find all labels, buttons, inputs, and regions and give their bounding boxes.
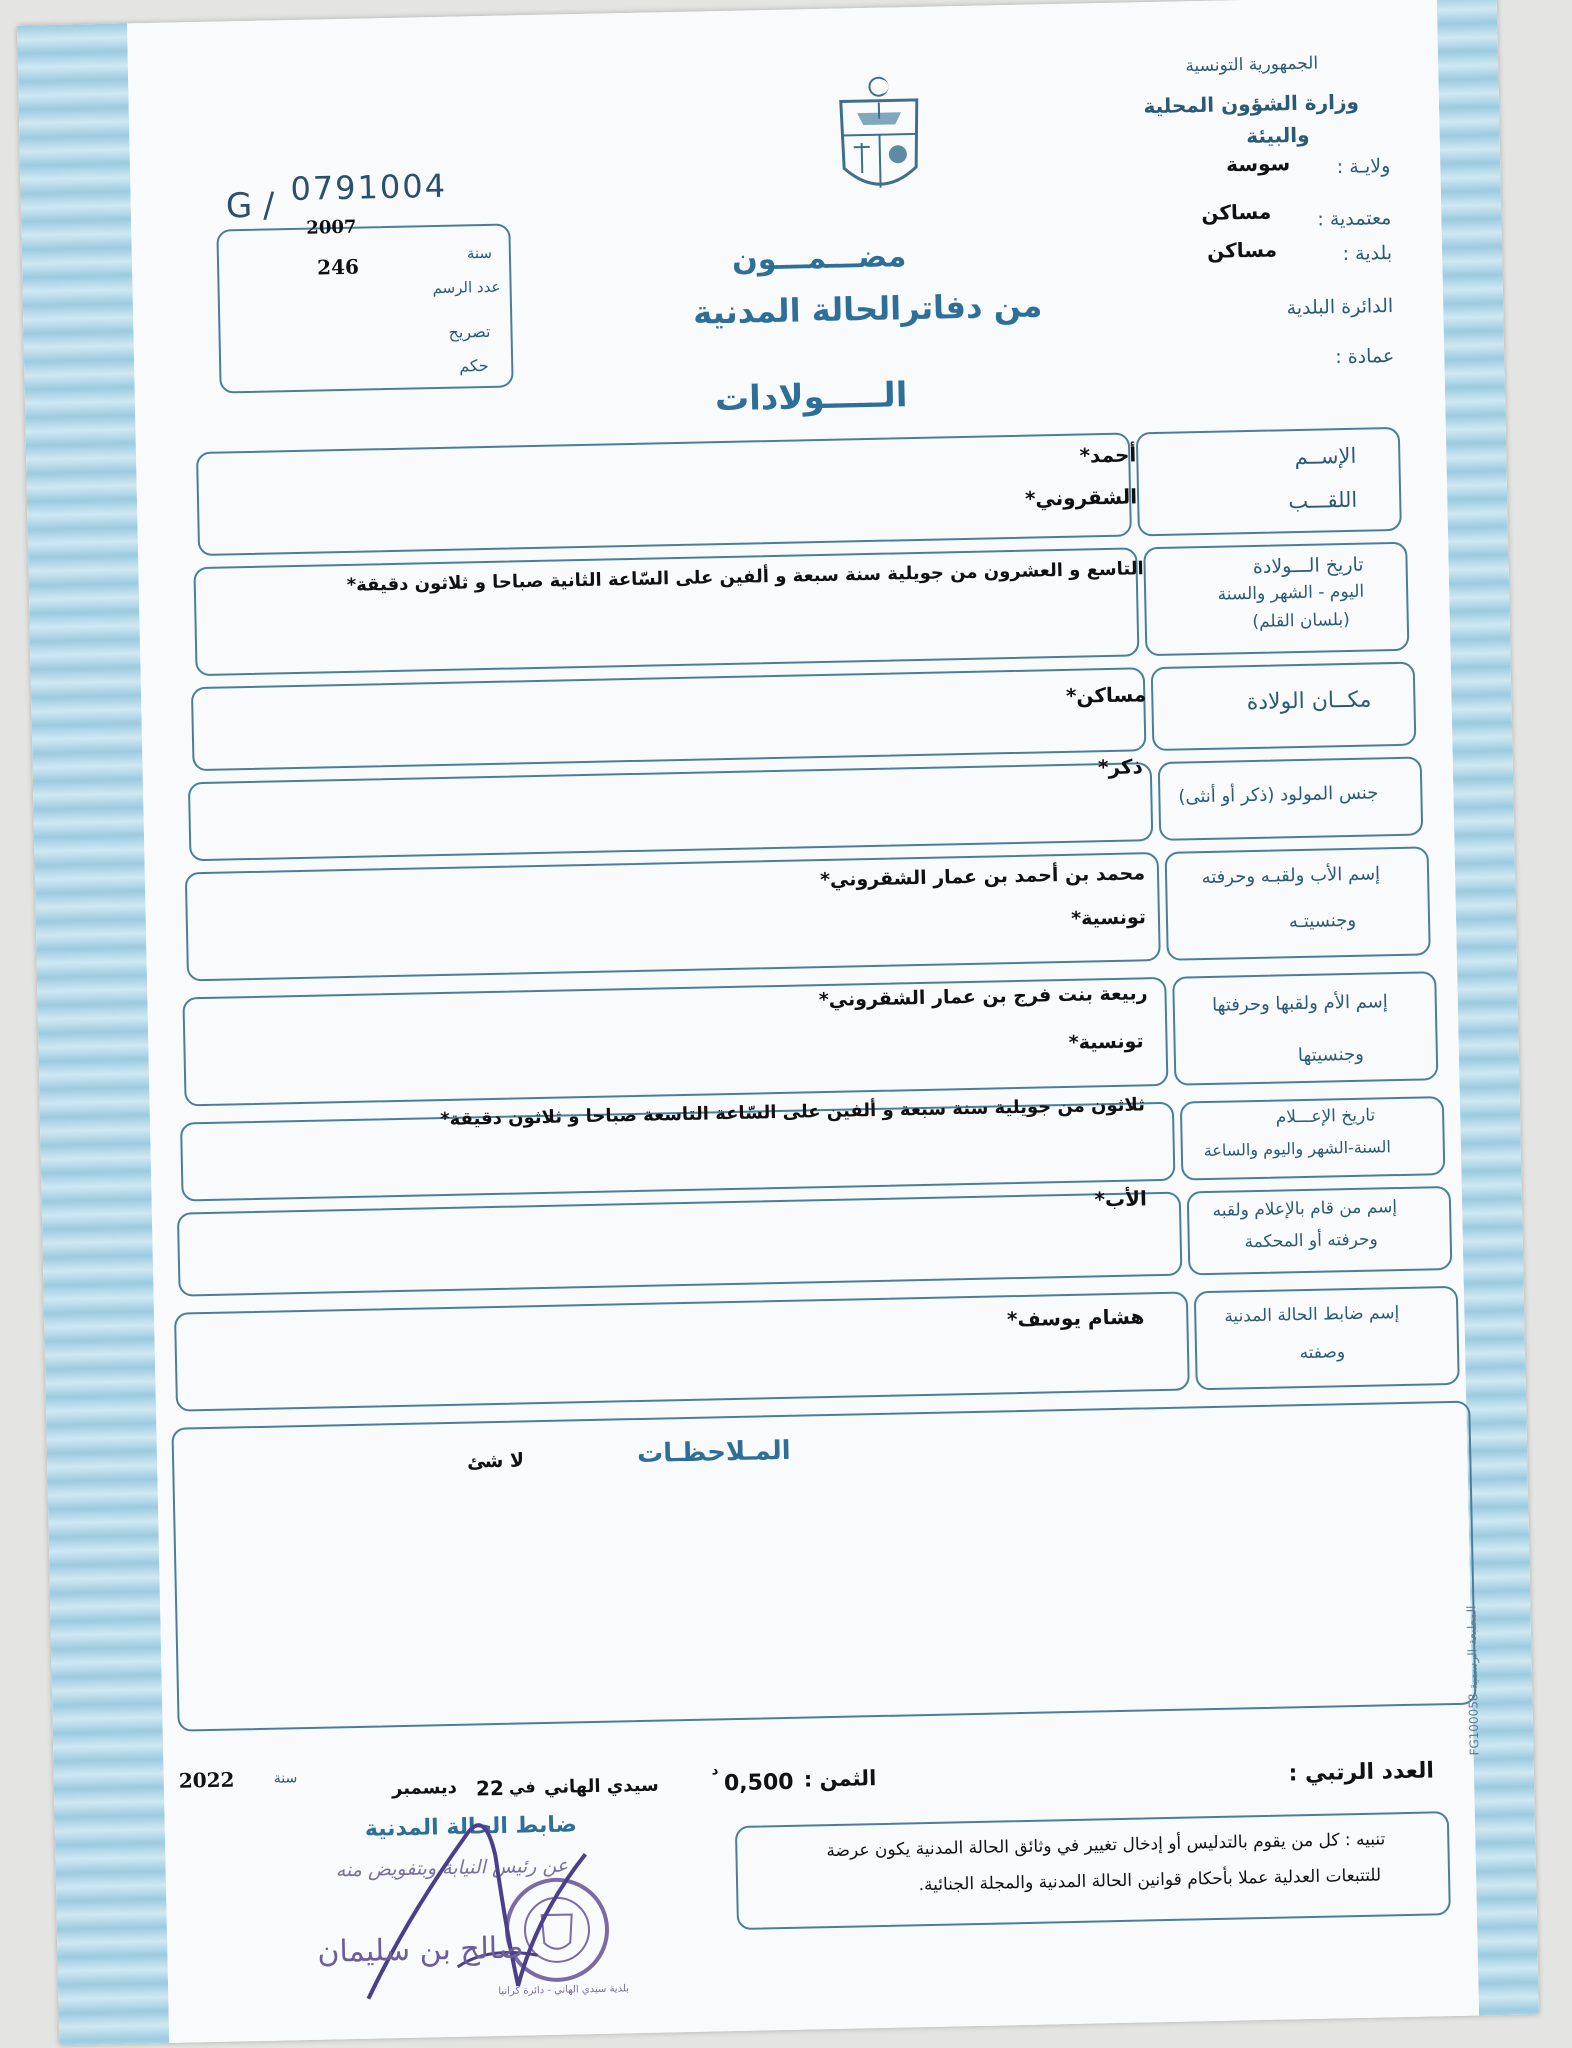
tunisia-emblem-icon (828, 72, 931, 204)
stamp-text: بلدية سيدي الهاني - دائرة كرانيا (498, 1983, 630, 1998)
row-declarant-value-box (177, 1192, 1183, 1297)
baladia-value: مساكن (1206, 237, 1278, 263)
month-value: ديسمبر (391, 1776, 458, 1800)
birth-certificate-sheet (17, 0, 1539, 2045)
day-value: 22 (475, 1775, 505, 1801)
surname-label: اللقـــب (1288, 487, 1358, 514)
name-label: الإســم (1294, 443, 1357, 470)
sex-value: ذكر* (1097, 754, 1144, 780)
signature-icon (344, 1794, 609, 2019)
act-number-value: 246 (316, 254, 360, 280)
row-officer-label-box (1194, 1286, 1460, 1391)
declaration-date-sublabel: السنة-الشهر واليوم والساعة (1203, 1137, 1391, 1161)
ministry-line1: وزارة الشؤون المحلية (1143, 89, 1360, 119)
declaration-date-value: ثلاثون من جويلية سنة سبعة و ألفين على السّاعة التاسعة صباحا و ثلاثون دقيقة* (440, 1094, 1146, 1131)
sheet-body (127, 0, 1482, 2043)
serial-number: 0791004 (290, 166, 448, 209)
baladia-label: بلدية : (1342, 241, 1393, 266)
wilaya-value: سوسة (1225, 151, 1291, 177)
father-nationality-value: تونسية* (1070, 906, 1147, 930)
serial-prefix: G / (225, 185, 275, 227)
title-births: الـــــولادات (714, 375, 908, 420)
birthdate-value: التاسع و العشرون من جويلية سنة سبعة و ألفين على السّاعة الثانية صباحا و ثلاثون دقيقة* (346, 558, 1144, 596)
title-content: مضـــمـــون (731, 239, 907, 278)
mother-nationality-value: تونسية* (1068, 1030, 1144, 1054)
year-value: 2007 (306, 216, 357, 239)
mother-value: ربيعة بنت فرج بن عمار الشقروني* (818, 982, 1148, 1012)
mother-label: إسم الأم ولقبها وحرفتها (1211, 991, 1388, 1016)
omada-label: عمادة : (1335, 344, 1395, 369)
act-number-label: عدد الرسم (432, 277, 501, 298)
father-label: إسم الأب ولقبـه وحرفته (1201, 863, 1381, 889)
officer-value: هشام يوسف* (1006, 1304, 1145, 1332)
birthdate-sublabel: اليوم - الشهر والسنة (1217, 581, 1365, 605)
father-nationality-label: وجنسيتـه (1288, 909, 1357, 933)
remarks-value: لا شئ (466, 1449, 525, 1473)
warning-line2: للتتبعات العدلية عملا بأحكام قوانين الحالة المدنية والمجلة الجنائية. (918, 1865, 1382, 1896)
serial-label: العدد الرتبي : (1288, 1758, 1435, 1787)
row-father-label-box (1165, 846, 1431, 961)
municipal-circle-label: الدائرة البلدية (1286, 294, 1394, 320)
in-label: في (508, 1777, 536, 1797)
wilaya-label: ولايـة : (1336, 154, 1391, 179)
judgment-label: حكم (459, 355, 489, 376)
birthplace-value: مساكن* (1065, 682, 1147, 708)
father-value: محمد بن أحمد بن عمار الشقروني* (819, 862, 1146, 892)
year-label-footer: سنة (273, 1770, 298, 1787)
price-unit: د (711, 1763, 719, 1779)
year-value-footer: 2022 (178, 1767, 235, 1793)
first-name-value: أحمد* (1079, 442, 1137, 468)
mootamadia-value: مساكن (1201, 199, 1272, 225)
warning-line1: تنبيه : كل من يقوم بالتدليس أو إدخال تغيير في وثائق الحالة المدنية يكون عرضة (826, 1829, 1386, 1862)
ministry-line2: والبيئة (1245, 122, 1310, 148)
surname-value: الشقروني* (1024, 484, 1138, 511)
title-civil-registers: من دفاترالحالة المدنية (692, 286, 1043, 332)
printer-mark: المطبعة الرسمية FG100058 (1464, 1605, 1482, 1756)
declarant-sublabel: وحرفته أو المحكمة (1244, 1229, 1378, 1253)
row-birthplace-value-box (191, 667, 1147, 771)
mootamadia-label: معتمدية : (1317, 206, 1392, 231)
remarks-label: المـلاحظـات (636, 1435, 791, 1470)
officer-sublabel: وصفته (1299, 1342, 1346, 1364)
republic-title: الجمهورية التونسية (1185, 53, 1319, 77)
birthplace-label: مكــان الولادة (1246, 687, 1372, 716)
remarks-box (171, 1401, 1476, 1732)
delegation-text: عن رئيس النيابة وبتفويض منه (335, 1854, 569, 1882)
row-sex-value-box (188, 762, 1153, 861)
declaration-label: تصريح (448, 321, 491, 342)
row-name-value-box (196, 433, 1132, 557)
birthdate-in-words-label: (بلسان القلم) (1252, 609, 1350, 632)
place-value: سيدي الهاني (543, 1774, 659, 1799)
row-mother-label-box (1172, 971, 1438, 1086)
declarant-value: الأب* (1094, 1186, 1148, 1212)
price-value: 0,500 (723, 1769, 794, 1797)
sex-label: جنس المولود (ذكر أو أنثى) (1178, 782, 1379, 808)
officer-title: ضابط الحالة المدنية (364, 1812, 578, 1842)
declarant-label: إسم من قام بالإعلام ولقبه (1212, 1197, 1398, 1221)
price-label: الثمن : (803, 1766, 877, 1792)
row-name-label-box (1136, 427, 1402, 537)
birthdate-label: تاريخ الـــولادة (1252, 553, 1364, 578)
officer-label: إسم ضابط الحالة المدنية (1224, 1303, 1400, 1327)
mother-nationality-label: وجنسيتها (1297, 1043, 1365, 1067)
declaration-date-label: تاريخ الإعـــلام (1275, 1105, 1376, 1128)
signature-name: صالح بن سليمان (317, 1930, 524, 1970)
year-label: سنة (466, 243, 493, 263)
